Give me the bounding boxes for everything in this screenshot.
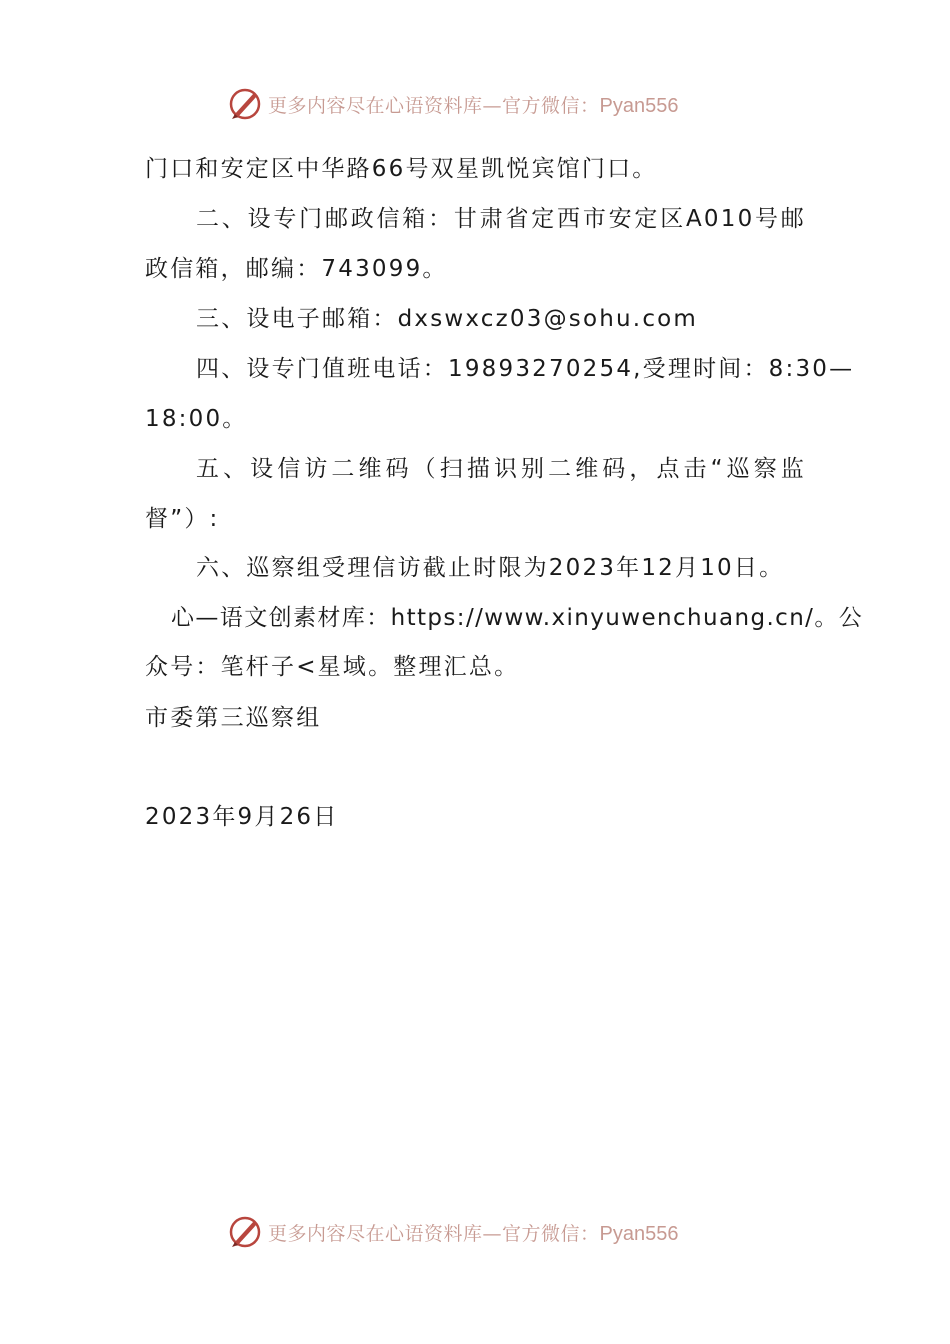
paragraph-line: 督”）:	[145, 506, 220, 532]
paragraph-line: 五、设信访二维码（扫描识别二维码，点击“巡察监	[196, 456, 806, 482]
paragraph-line: 四、设专门值班电话：19893270254,受理时间：8:30—	[196, 356, 855, 382]
watermark-text: 更多内容尽在心语资料库—官方微信：Pyan556	[268, 1222, 679, 1245]
footer-watermark	[226, 1212, 678, 1252]
signature-date: 2023年9月26日	[145, 804, 339, 830]
pen-logo-icon	[226, 1213, 264, 1251]
paragraph-line: 六、巡察组受理信访截止时限为2023年12月10日。	[196, 555, 785, 581]
paragraph-line: 门口和安定区中华路66号双星凯悦宾馆门口。	[145, 156, 658, 182]
paragraph-line: 心—语文创素材库：https://www.xinyuwenchuang.cn/。公	[171, 605, 864, 631]
paragraph-line: 政信箱，邮编：743099。	[145, 256, 448, 282]
paragraph-line: 18:00。	[145, 406, 248, 432]
header-watermark	[226, 84, 678, 124]
pen-logo-icon	[226, 85, 264, 123]
paragraph-line: 三、设电子邮箱：dxswxcz03@sohu.com	[196, 306, 699, 332]
paragraph-line: 众号：笔杆子<星域。整理汇总。	[145, 654, 520, 680]
paragraph-line: 二、设专门邮政信箱：甘肃省定西市安定区A010号邮	[196, 206, 806, 232]
signature-organization: 市委第三巡察组	[145, 705, 322, 731]
watermark-text: 更多内容尽在心语资料库—官方微信：Pyan556	[268, 94, 679, 117]
